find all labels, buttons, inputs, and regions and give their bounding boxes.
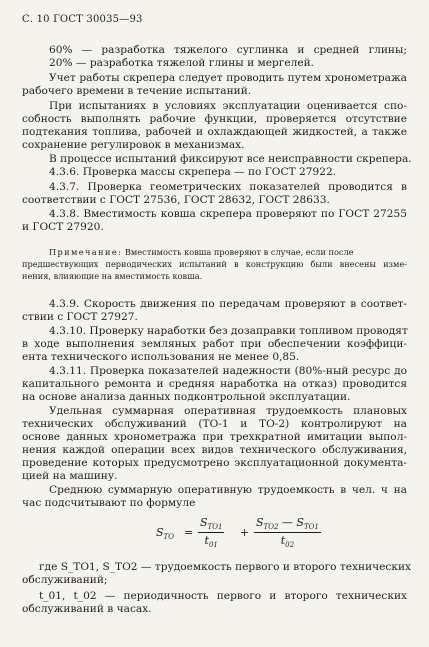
text-line: 4.3.7. Проверка геометрических показателей проводится в (49, 181, 407, 193)
text-line: нения каждой операции всех видов технического обслуживания, (22, 444, 407, 456)
page-header: С. 10 ГОСТ 30035—93 (22, 14, 143, 25)
where-line: обслуживаний; (22, 574, 108, 586)
note-label: Примечание: (49, 247, 123, 257)
text-line: 4.3.10. Проверку наработки без дозаправки топливом проводят (49, 325, 408, 337)
text-line: В процессе испытаний фиксируют все неисправности скрепера. (49, 153, 412, 165)
formula-lhs: $S_{ТО}$ (156, 526, 174, 542)
text-line: на основе анализа данных подконтрольной эксплуатации. (22, 391, 351, 403)
where-line: где S_ТО1, S_ТО2 — трудоемкость первого и второго технических (39, 561, 412, 573)
note-line: нения, влияющие на вместимость ковша. (22, 271, 203, 281)
text-line: цией на машину. (22, 470, 118, 482)
text-line: 60% — разработка тяжелого суглинка и средней глины; (49, 44, 407, 56)
text-line: 4.3.8. Вместимость ковша скрепера проверяют по ГОСТ 27255 (49, 208, 407, 220)
formula-fraction-2: $S_{ТО2}$ — $S_{ТО1}$ $t_{02}$ (256, 516, 319, 550)
note-line: предшествующих периодических испытаний в конструкцию были внесены изме- (22, 259, 407, 269)
text-line: ента технического использования не менее 0,85. (22, 351, 300, 363)
note-line (49, 247, 407, 258)
formula-plus: + (240, 526, 250, 539)
text-line: подтекания топлива, рабочей и охлаждающей жидкостей, а также (22, 126, 407, 138)
formula (156, 516, 356, 552)
text-line: основе данных хронометража при трехкратной имитации выпол- (22, 431, 407, 443)
text-line: ствии с ГОСТ 27927. (22, 311, 138, 323)
text-line: Удельная суммарная оперативная трудоемкость плановых (49, 405, 407, 417)
text-line: капитального ремонта и средняя наработка на отказ) проводится (22, 378, 407, 390)
text-line: Учет работы скрепера следует проводить путем хронометража (49, 72, 407, 84)
text-line: рабочего времени в течение испытаний. (22, 85, 252, 97)
text-line: 20% — разработка тяжелой глины и мергелей. (49, 57, 315, 69)
text-line: технических обслуживаний (ТО-1 и ТО-2) контролируют на (22, 418, 407, 430)
text-line: час подсчитывают по формуле (22, 497, 196, 509)
text-line: собность выполнять рабочие функции, проверяется отсутствие (22, 113, 407, 125)
text-line: Среднюю суммарную оперативную трудоемкость в чел. ч на (49, 484, 407, 496)
text-line: 4.3.9. Скорость движения по передачам проверяют в соответ- (49, 298, 407, 310)
text-line: соответствии с ГОСТ 27536, ГОСТ 28632, ГОСТ 28633. (22, 194, 330, 206)
text-line: 4.3.6. Проверка массы скрепера — по ГОСТ 27922. (49, 166, 337, 178)
where-line: обслуживаний в часах. (22, 603, 152, 615)
text-line: и ГОСТ 27920. (22, 221, 104, 233)
text-line: сохранение регулировок в механизмах. (22, 139, 245, 151)
formula-equals: = (184, 526, 194, 539)
text-line: проведение которых предусмотрено эксплуатационной документа- (22, 457, 407, 469)
text-line: 4.3.11. Проверка показателей надежности (80%-ный ресурс до (49, 365, 407, 377)
text-line: При испытаниях в условиях эксплуатации оценивается спо- (49, 100, 407, 112)
formula-fraction-1: $S_{ТО1}$ $t_{01}$ (200, 516, 223, 550)
note-text: Вместимость ковша проверяют в случае, если после (124, 247, 354, 257)
where-line: t_01, t_02 — периодичность первого и второго технических (39, 590, 407, 602)
text-line: в ходе выполнения земляных работ при обеспечении коэффици- (22, 338, 407, 350)
